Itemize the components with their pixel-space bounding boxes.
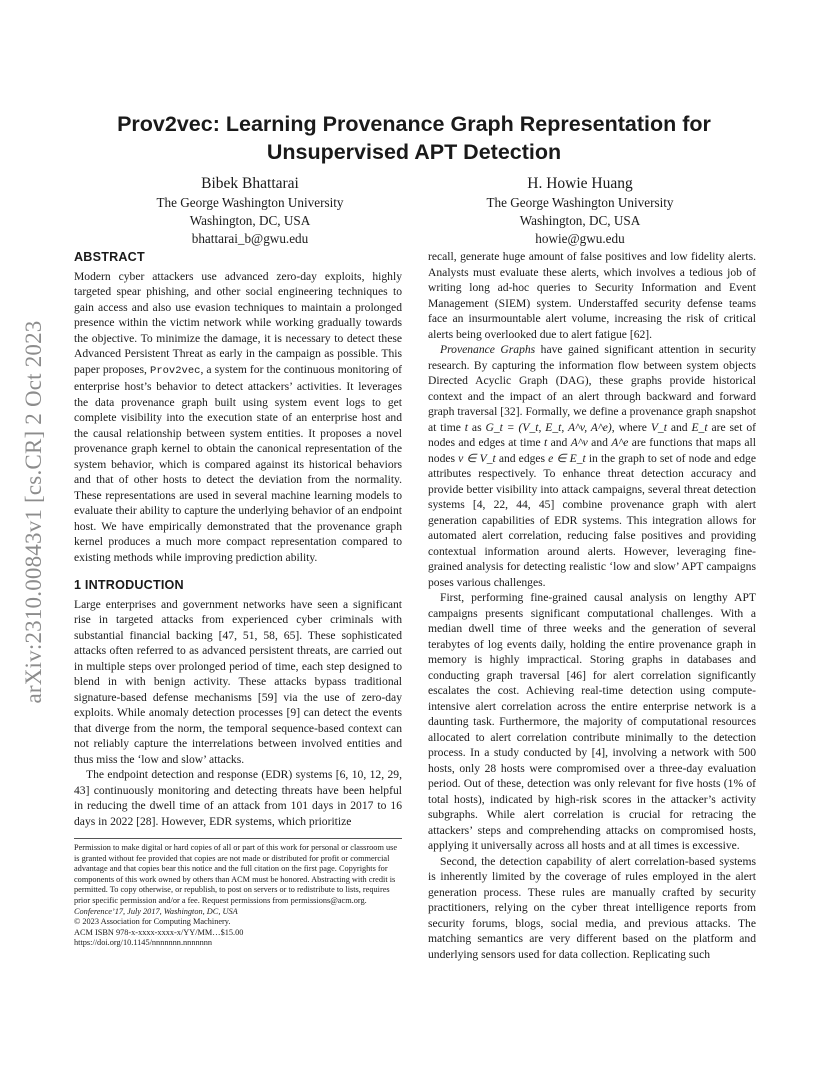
provenance-graphs-term: Provenance Graphs (440, 343, 536, 356)
right-column (428, 249, 756, 962)
text-span: are set of nodes and edges at time (428, 420, 756, 449)
author-email: bhattarai_b@gwu.edu (191, 231, 309, 246)
text-span: and (587, 436, 612, 449)
intro-heading: 1 INTRODUCTION (74, 578, 184, 592)
author-location: Washington, DC, USA (189, 213, 311, 228)
math-av: A^v (570, 436, 588, 449)
body-paragraph-4: Second, the detection capability of alert correlation-based systems is inherently limited by the coverage of rules employed in the alert generation process. These rules are manually crafted by security practitioners, relying on the cyber threat intelligence reports from security forums, blogs, social media, and previous attacks. The matching semantics are very different based on the platform and underlying sensors used for data collection. Replicating such (428, 854, 756, 961)
arxiv-stamp-text: arXiv:2310.00843v1 [cs.CR] 2 Oct 2023 (21, 320, 46, 704)
text-span: and (666, 420, 692, 434)
author-affiliation: The George Washington University (156, 195, 344, 210)
author-name: Bibek Bhattarai (201, 175, 299, 192)
text-span: and edges (495, 451, 549, 465)
math-t: t (543, 436, 548, 449)
math-vt: V_t (650, 420, 667, 434)
paper-title: Prov2vec: Learning Provenance Graph Representation for Unsupervised APT Detection (117, 112, 711, 164)
text-span: have gained significant attention in security research. By capturing the information flow between system objects Directed Acyclic Graph (DAG), these graphs provide historical context and the impact of an alert through backward and forward graph traversal [32]. Formally, we define a provenance graph snapshot at time (428, 343, 756, 434)
copyright-line: © 2023 Association for Computing Machinery. (74, 917, 231, 927)
abstract-text-a: Modern cyber attackers use advanced zero-day exploits, highly targeted spear phishing, and other social engineering techniques to gain access and also use evasion techniques to maintain a prolonged presence within the victim network while working gradually towards the objective. To minimize the damage, it is necessary to detect these Advanced Persistent Threat as early in the campaign as possible. This paper proposes, (74, 269, 402, 376)
author-affiliation: The George Washington University (486, 195, 674, 210)
body-paragraph-3: First, performing fine-grained causal analysis on lengthy APT campaigns presents significant computational challenges. With a median dwell time of three weeks and the generation of several terabytes of log events daily, holding the entire provenance graph in memory is highly impractical. Storing graphs in databases and conducting graph traversal [46] for alert correlation significantly escalates the cost. Achieving real-time detection using compute-intensive alert correlation across the entire enterprise network is a daunting task. Furthermore, the majority of computational resources allocated to alert correlation contribute minimally to the detection process. In a study conducted by [4], involving a network with 500 hosts, only 28 hosts were compromised over a three-day evaluation period. Out of these, detection was only relevant for five hosts (1% of total hosts), indicated by high-risk scores in the attacker’s activity subgraphs. While alert correlation is crucial for retracing the attackers’ steps and comprehending attacks on compromised hosts, applying it universally across all hosts and at all times is excessive. (428, 591, 756, 852)
math-e-in-et: e ∈ E_t (548, 451, 586, 465)
intro-paragraph-1: Large enterprises and government networks have seen a significant rise in targeted attacks from experienced cyber criminals with substantial financial backing [47, 51, 58, 65]. These sophisticated attacks often referred to as advanced persistent threats, are carried out in multiple steps over prolonged period of time, each step designed to blend in with benign activity. These attacks bypass traditional signature-based defense mechanisms [59] via the use of zero-day exploits. While anomaly detection processes [9] can detect the events that diverge from the norm, the temporal sequence-based context can not reliably capture the interrelations between involved entities and thus miss the ‘low and slow’ attacks. (74, 597, 402, 766)
abstract-heading: ABSTRACT (74, 250, 145, 264)
text-span: in the graph to set of node and edge attributes respectively. To enhance threat detection accuracy and provide better visibility into attack campaigns, several threat detection systems [4, 22, 44, 45] combine provenance graph with alert generation capabilities of EDR systems. This integration allows for automated alert correlation, reducing false positives and providing contextual information around alerts. However, leveraging fine-grained analysis for detecting realistic ‘low and slow’ APT campaigns poses various challenges. (428, 451, 756, 589)
footnote-block (74, 838, 402, 949)
intro-paragraph-2: The endpoint detection and response (EDR) systems [6, 10, 12, 29, 43] continuously monitoring and detecting threats have been helpful in reducing the dwell time of an attack from 101 days in 2017 to 16 days in 2022 [28]. However, EDR systems, which prioritize (74, 768, 402, 828)
author-email: howie@gwu.edu (535, 231, 625, 246)
math-t: t (464, 420, 469, 434)
text-span: as (468, 420, 486, 434)
body-paragraph-1: recall, generate huge amount of false positives and low fidelity alerts. Analysts must evaluate these alerts, which involves a tedious job of writing long ad-hoc queries to Security Information and Event Management (SIEM) system. Understaffed security defense teams face an insurmountable alert volume, increasing the risk of critical alerts being overlooked due to alert fatigue [62]. (428, 250, 756, 341)
left-column (74, 250, 402, 829)
math-v-in-vt: v ∈ V_t (458, 451, 496, 465)
permission-notice: Permission to make digital or hard copies of all or part of this work for personal or classroom use is granted without fee provided that copies are not made or distributed for profit or commercial advantage and that copies bear this notice and the full citation on the first page. Copyrights for components of this work owned by others than ACM must be honored. Abstracting with credit is permitted. To copy otherwise, or republish, to post on servers or to redistribute to lists, requires prior specific permission and/or a fee. Request permissions from permissions@acm.org. (74, 843, 398, 905)
math-ae: A^e (611, 436, 629, 449)
isbn-line: ACM ISBN 978-x-xxxx-xxxx-x/YY/MM…$15.00 (74, 927, 244, 937)
system-name: Prov2vec (150, 364, 201, 377)
conference-text: Conference’17, July 2017, Washington, DC, USA (74, 906, 238, 916)
conference-line (74, 907, 402, 918)
text-span: are functions that maps all nodes (428, 436, 756, 465)
math-graph-def: G_t = (V_t, E_t, A^v, A^e) (485, 420, 612, 434)
doi-line: https://doi.org/10.1145/nnnnnnn.nnnnnnn (74, 938, 213, 948)
text-span: , where (611, 420, 651, 434)
abstract-text (74, 269, 402, 566)
author-name: H. Howie Huang (527, 175, 633, 192)
text-span: and (547, 436, 571, 449)
author-block-1 (100, 174, 400, 248)
math-et: E_t (691, 420, 708, 434)
arxiv-stamp (14, 292, 54, 732)
abstract-text-b: , a system for the continuous monitoring of enterprise host’s behavior to detect attackers’ activities. It leverages the data provenance graph built using system event logs to get complete visibility into the execution state of an enterprise host and the causal relationship between system entities. It proposes a novel provenance graph kernel to obtain the canonical representation of the system behavior, which is compared against its historical behaviors and that of other hosts to detect the deviation from the normality. These representations are used in several machine learning models to evaluate their ability to capture the underlying behavior of an endpoint host. We have empirically demonstrated that the provenance graph kernel produces a much more compact representation compared to existing methods while improving prediction ability. (74, 362, 402, 564)
body-paragraph-2 (428, 342, 756, 590)
author-location: Washington, DC, USA (519, 213, 641, 228)
author-block-2 (430, 174, 730, 248)
